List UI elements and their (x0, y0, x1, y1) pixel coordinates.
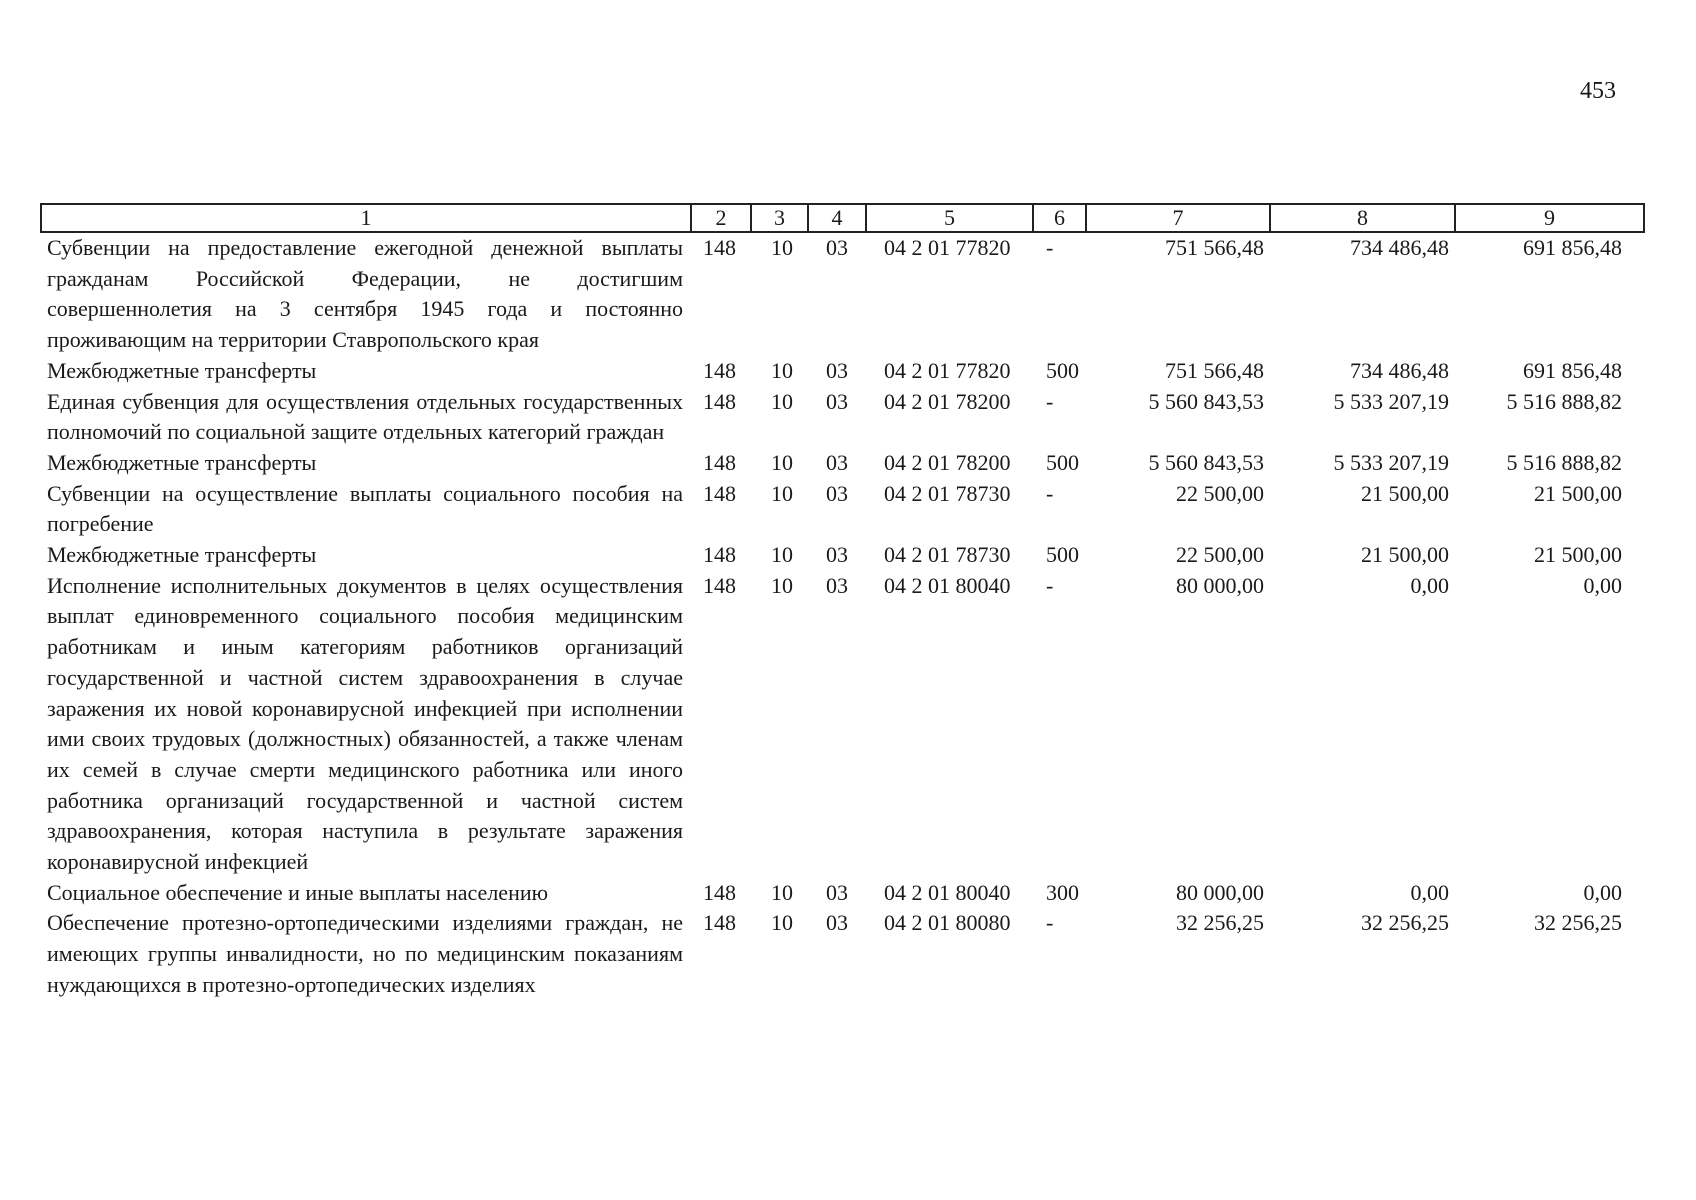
amount-col9: 5 516 888,82 (1506, 449, 1622, 475)
column-number: 8 (1270, 204, 1455, 232)
amount-col7: 80 000,00 (1176, 572, 1264, 598)
subsection-code: 03 (826, 542, 848, 568)
target-article-code: 04 2 01 77820 (884, 235, 1011, 260)
target-article-code: 04 2 01 78730 (884, 480, 1011, 506)
amount-col8: 5 533 207,19 (1333, 388, 1449, 414)
subsection-code: 03 (826, 388, 848, 414)
target-article-code: 04 2 01 80080 (884, 910, 1011, 936)
amount-col7: 751 566,48 (1165, 235, 1264, 260)
section-code: 10 (771, 388, 793, 414)
amount-col7: 80 000,00 (1176, 879, 1264, 905)
budget-table (40, 203, 1645, 1001)
expense-type-code: - (1046, 388, 1054, 414)
column-number: 2 (691, 204, 751, 232)
grbs-code: 148 (703, 449, 736, 475)
target-article-code: 04 2 01 78200 (884, 449, 1011, 475)
row-description: Обеспечение протезно-ортопедическими изделиями граждан, не имеющих группы инвалидности, но по медицинским показаниям нуждающихся в протезно-ортопедических изделиях (47, 910, 683, 997)
amount-col9: 691 856,48 (1523, 357, 1622, 383)
amount-col9: 5 516 888,82 (1506, 388, 1622, 414)
amount-col9: 0,00 (1583, 572, 1622, 598)
column-number: 9 (1455, 204, 1644, 232)
amount-col8: 21 500,00 (1361, 542, 1449, 568)
table-row (41, 448, 1644, 479)
row-description: Межбюджетные трансферты (47, 357, 317, 383)
grbs-code: 148 (703, 388, 736, 414)
section-code: 10 (771, 910, 793, 936)
column-number: 5 (866, 204, 1033, 232)
amount-col8: 21 500,00 (1361, 480, 1449, 506)
row-description: Субвенции на предоставление ежегодной денежной выплаты гражданам Российской Федерации, не достигшим совершеннолетия на 3 сентября 1945 года и постоянно проживающим на территории Ставропольского края (47, 235, 683, 353)
section-code: 10 (771, 879, 793, 905)
row-description: Единая субвенция для осуществления отдельных государственных полномочий по социальной защите отдельных категорий граждан (47, 388, 683, 445)
section-code: 10 (771, 480, 793, 506)
table-row (41, 232, 1644, 356)
section-code: 10 (771, 357, 793, 383)
amount-col7: 751 566,48 (1165, 357, 1264, 383)
amount-col8: 32 256,25 (1361, 910, 1449, 936)
column-number: 1 (41, 204, 691, 232)
table-row (41, 387, 1644, 448)
expense-type-code: 500 (1046, 449, 1079, 475)
amount-col9: 21 500,00 (1534, 480, 1622, 506)
subsection-code: 03 (826, 480, 848, 506)
amount-col7: 22 500,00 (1176, 480, 1264, 506)
table-row (41, 479, 1644, 540)
expense-type-code: 500 (1046, 357, 1079, 383)
amount-col7: 22 500,00 (1176, 542, 1264, 568)
section-code: 10 (771, 572, 793, 598)
column-number: 6 (1033, 204, 1086, 232)
row-description: Социальное обеспечение и иные выплаты населению (47, 879, 549, 905)
table-row (41, 908, 1644, 1000)
table-row (41, 878, 1644, 909)
amount-col8: 0,00 (1410, 572, 1449, 598)
column-number-row (41, 204, 1644, 232)
subsection-code: 03 (826, 879, 848, 905)
table-row (41, 540, 1644, 571)
subsection-code: 03 (826, 449, 848, 475)
target-article-code: 04 2 01 80040 (884, 572, 1011, 598)
expense-type-code: - (1046, 235, 1054, 260)
amount-col9: 0,00 (1583, 879, 1622, 905)
column-number: 4 (808, 204, 866, 232)
expense-type-code: - (1046, 480, 1054, 506)
amount-col8: 734 486,48 (1350, 357, 1449, 383)
grbs-code: 148 (703, 480, 736, 506)
row-description: Межбюджетные трансферты (47, 449, 317, 475)
section-code: 10 (771, 449, 793, 475)
expense-type-code: 300 (1046, 879, 1079, 905)
amount-col9: 32 256,25 (1534, 910, 1622, 936)
grbs-code: 148 (703, 879, 736, 905)
expense-type-code: - (1046, 910, 1054, 936)
grbs-code: 148 (703, 542, 736, 568)
amount-col7: 5 560 843,53 (1148, 449, 1264, 475)
target-article-code: 04 2 01 77820 (884, 357, 1011, 383)
subsection-code: 03 (826, 572, 848, 598)
expense-type-code: 500 (1046, 542, 1079, 568)
amount-col9: 691 856,48 (1523, 235, 1622, 260)
row-description: Исполнение исполнительных документов в целях осуществления выплат единовременного социального пособия медицинским работникам и иным категориям работников организаций государственной и частной систем здравоохранения в случае заражения их новой коронавирусной инфекцией при исполнении ими своих трудовых (должностных) обязанностей, а также членам их семей в случае смерти медицинского работника или иного работника организаций государственной и частной систем здравоохранения, которая наступила в результате заражения коронавирусной инфекцией (47, 572, 683, 875)
row-description: Межбюджетные трансферты (47, 542, 317, 568)
page-number: 453 (1580, 78, 1616, 104)
table-row (41, 571, 1644, 878)
amount-col8: 734 486,48 (1350, 235, 1449, 260)
grbs-code: 148 (703, 910, 736, 936)
amount-col8: 0,00 (1410, 879, 1449, 905)
expense-type-code: - (1046, 572, 1054, 598)
amount-col7: 32 256,25 (1176, 910, 1264, 936)
subsection-code: 03 (826, 910, 848, 936)
target-article-code: 04 2 01 80040 (884, 879, 1011, 905)
column-number: 7 (1086, 204, 1270, 232)
amount-col8: 5 533 207,19 (1333, 449, 1449, 475)
target-article-code: 04 2 01 78200 (884, 388, 1011, 414)
subsection-code: 03 (826, 357, 848, 383)
section-code: 10 (771, 235, 793, 260)
subsection-code: 03 (826, 235, 848, 260)
column-number: 3 (751, 204, 808, 232)
amount-col7: 5 560 843,53 (1148, 388, 1264, 414)
target-article-code: 04 2 01 78730 (884, 542, 1011, 568)
amount-col9: 21 500,00 (1534, 542, 1622, 568)
row-description: Субвенции на осуществление выплаты социального пособия на погребение (47, 480, 683, 537)
grbs-code: 148 (703, 235, 736, 260)
section-code: 10 (771, 542, 793, 568)
grbs-code: 148 (703, 572, 736, 598)
grbs-code: 148 (703, 357, 736, 383)
table-row (41, 356, 1644, 387)
